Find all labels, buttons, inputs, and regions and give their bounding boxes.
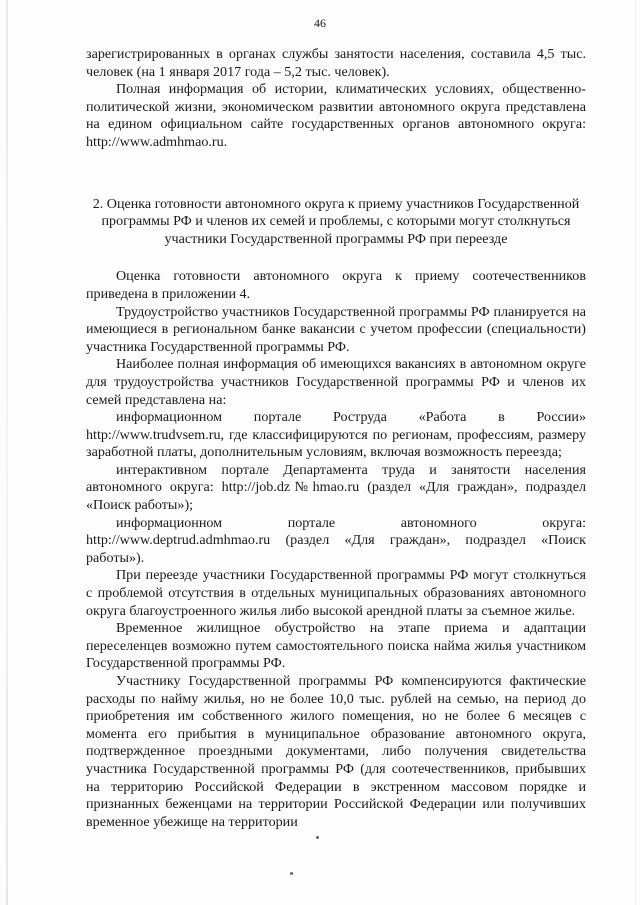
page-edge-line [635, 0, 636, 905]
list-item-trudvsem: информационном портале Роструда «Работа в России» http://www.trudvsem.ru, где классифицируются по регионам, профессиям, размеру заработной платы, дополнительным условиям, включая возможность переезда; [86, 409, 586, 461]
paragraph-readiness: Оценка готовности автономного округа к приему соотечественников приведена в приложении 4. [86, 268, 586, 302]
scan-speck [290, 872, 293, 875]
list-item-deptrud: информационном портале автономного округа: http://www.deptrud.admhmao.ru (раздел «Для граждан», подраздел «Поиск работы»). [86, 514, 586, 566]
paragraph-housing-problem: При переезде участники Государственной программы РФ могут столкнуться с проблемой отсутствия в отдельных муниципальных образованиях автономного округа благоустроенного жилья либо высокой арендной платы за съемное жилье. [86, 567, 586, 619]
paragraph-compensation: Участнику Государственной программы РФ компенсируются фактические расходы по найму жилья, но не более 10,0 тыс. рублей на семью, на период до приобретения им собственного жилого помещения, но не более 6 месяцев с момента его прибытия в муниципальное образование автономного округа, подтвержденное проездными документами, либо получения свидетельства участника Государственной программы РФ (для соотечественников, прибывших на территорию Российской Федерации в экстренном массовом порядке и признанных беженцами на территории Российской Федерации или получивших временное убежище на территории [86, 673, 586, 830]
paragraph-employment: Трудоустройство участников Государственной программы РФ планируется на имеющиеся в региональном банке вакансии с учетом профессии (специальности) участника Государственной программы РФ. [86, 303, 586, 355]
document-body [86, 46, 586, 831]
paragraph-continuation: зарегистрированных в органах службы занятости населения, составила 4,5 тыс. человек (на 1 января 2017 года – 5,2 тыс. человек). [86, 46, 586, 80]
page-number: 46 [314, 16, 326, 30]
paragraph-info-site: Полная информация об истории, климатических условиях, общественно-политической жизни, экономическом развитии автономного округа представлена на едином официальном сайте государственных органов автономного округа: http://www.admhmao.ru. [86, 81, 586, 150]
paragraph-vacancies: Наиболее полная информация об имеющихся вакансиях в автономном округе для трудоустройства участников Государственной программы РФ и членов их семей представлена на: [86, 356, 586, 408]
scan-speck [316, 836, 319, 839]
paragraph-temporary-housing: Временное жилищное обустройство на этапе приема и адаптации переселенцев возможно путем самостоятельного поиска найма жилья участником Государственной программы РФ. [86, 620, 586, 672]
section-heading: 2. Оценка готовности автономного округа к приему участников Государственной программы РФ и членов их семей и проблемы, с которыми могут столкнуться участники Государственной программы РФ при переезде [92, 195, 580, 247]
list-item-job-portal: интерактивном портале Департамента труда и занятости населения автономного округа: http://job.dz№hmao.ru (раздел «Для граждан», подраздел «Поиск работы»); [86, 461, 586, 514]
page-edge-shadow [6, 0, 8, 905]
